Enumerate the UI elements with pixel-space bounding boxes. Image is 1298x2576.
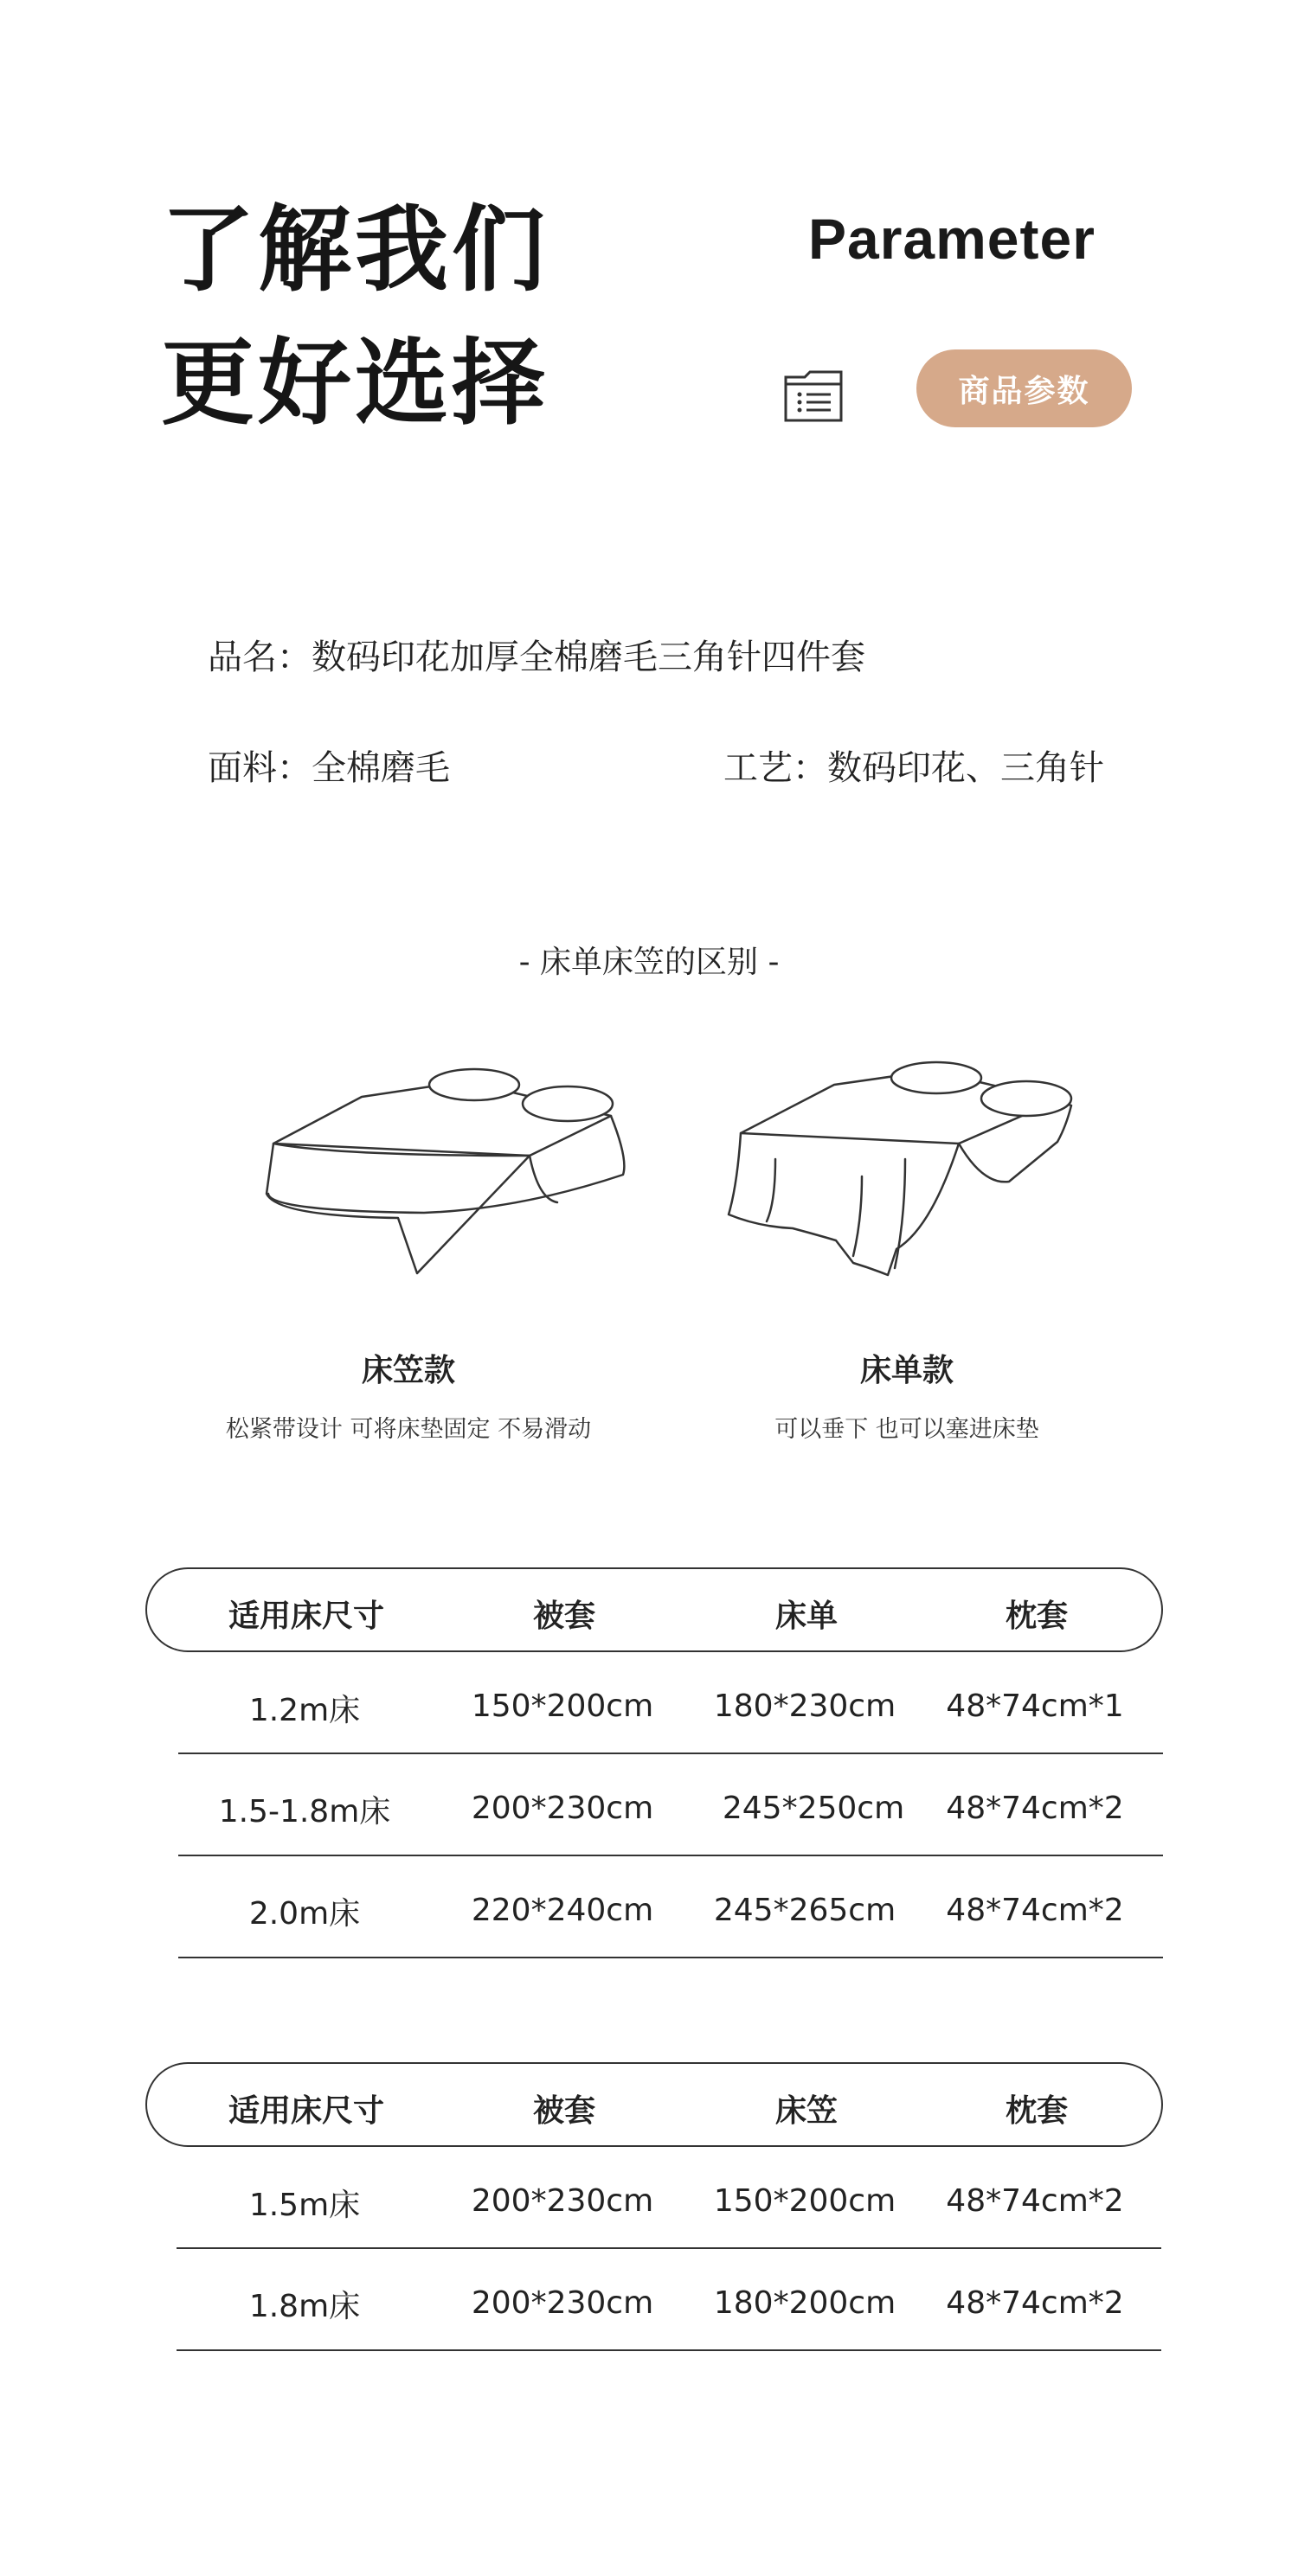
- hero-title-line1: 了解我们: [161, 196, 549, 304]
- header-cell: 被套: [532, 1599, 596, 1634]
- spec-craft-label: 工艺：: [723, 748, 827, 788]
- header-cell: 床单: [774, 1599, 839, 1634]
- table-cell: 48*74cm*2: [946, 2285, 1124, 2321]
- table-cell: 200*230cm: [471, 1791, 654, 1826]
- spec-fabric: [208, 740, 450, 790]
- spec-fabric-value: 全棉磨毛: [312, 748, 450, 788]
- fitted-sheet-name: 床笠款: [361, 1353, 456, 1388]
- table-cell: 220*240cm: [471, 1893, 654, 1928]
- table-cell: 2.0m床: [248, 1896, 361, 1932]
- table-cell: 200*230cm: [471, 2183, 654, 2219]
- fitted-sheet-desc: 松紧带设计 可将床垫固定 不易滑动: [225, 1416, 592, 1443]
- table-cell: 1.5-1.8m床: [218, 1794, 391, 1829]
- flat-sheet-desc: 可以垂下 也可以塞进床垫: [774, 1416, 1039, 1443]
- parameter-heading: Parameter: [808, 207, 1096, 271]
- spec-fabric-label: 面料：: [208, 748, 312, 788]
- flat-sheet-bed-icon: [723, 1029, 1104, 1289]
- spec-craft: [723, 740, 1104, 790]
- table-cell: 1.5m床: [248, 2188, 361, 2223]
- header-cell: 枕套: [1005, 1599, 1069, 1634]
- fitted-sheet-bed-icon: [260, 1029, 640, 1289]
- table-cell: 1.8m床: [248, 2289, 361, 2324]
- table-cell: 245*265cm: [713, 1893, 896, 1928]
- header-cell: 适用床尺寸: [228, 1599, 385, 1634]
- table-cell: 180*230cm: [713, 1688, 896, 1724]
- table-cell: 1.2m床: [248, 1693, 361, 1728]
- table-cell: 150*200cm: [713, 2183, 896, 2219]
- table-header: [145, 2062, 1163, 2147]
- table-cell: 180*200cm: [713, 2285, 896, 2321]
- table-cell: 200*230cm: [471, 2285, 654, 2321]
- bed-section-title: - 床单床笠的区别 -: [518, 945, 780, 980]
- table-cell: 245*250cm: [722, 1791, 905, 1826]
- table-cell: 48*74cm*2: [946, 2183, 1124, 2219]
- row-divider: [177, 2247, 1161, 2249]
- table-cell: 48*74cm*2: [946, 1893, 1124, 1928]
- header-cell: 枕套: [1005, 2093, 1069, 2129]
- product-params-badge: 商品参数: [916, 349, 1132, 427]
- spec-name: [208, 630, 865, 679]
- flat-sheet-name: 床单款: [859, 1353, 954, 1388]
- table-header: [145, 1567, 1163, 1652]
- row-divider: [178, 1957, 1163, 1958]
- spec-name-value: 数码印花加厚全棉磨毛三角针四件套: [312, 638, 865, 677]
- spec-craft-value: 数码印花、三角针: [827, 748, 1104, 788]
- header-cell: 床笠: [774, 2093, 839, 2129]
- document-list-icon: [782, 368, 845, 424]
- row-divider: [177, 2349, 1161, 2351]
- table-cell: 48*74cm*1: [946, 1688, 1124, 1724]
- row-divider: [178, 1753, 1163, 1754]
- header-cell: 适用床尺寸: [228, 2093, 385, 2129]
- table-cell: 48*74cm*2: [946, 1791, 1124, 1826]
- spec-name-label: 品名：: [208, 638, 312, 677]
- table-cell: 150*200cm: [471, 1688, 654, 1724]
- hero-title-line2: 更好选择: [161, 330, 549, 438]
- header-cell: 被套: [532, 2093, 596, 2129]
- row-divider: [178, 1855, 1163, 1856]
